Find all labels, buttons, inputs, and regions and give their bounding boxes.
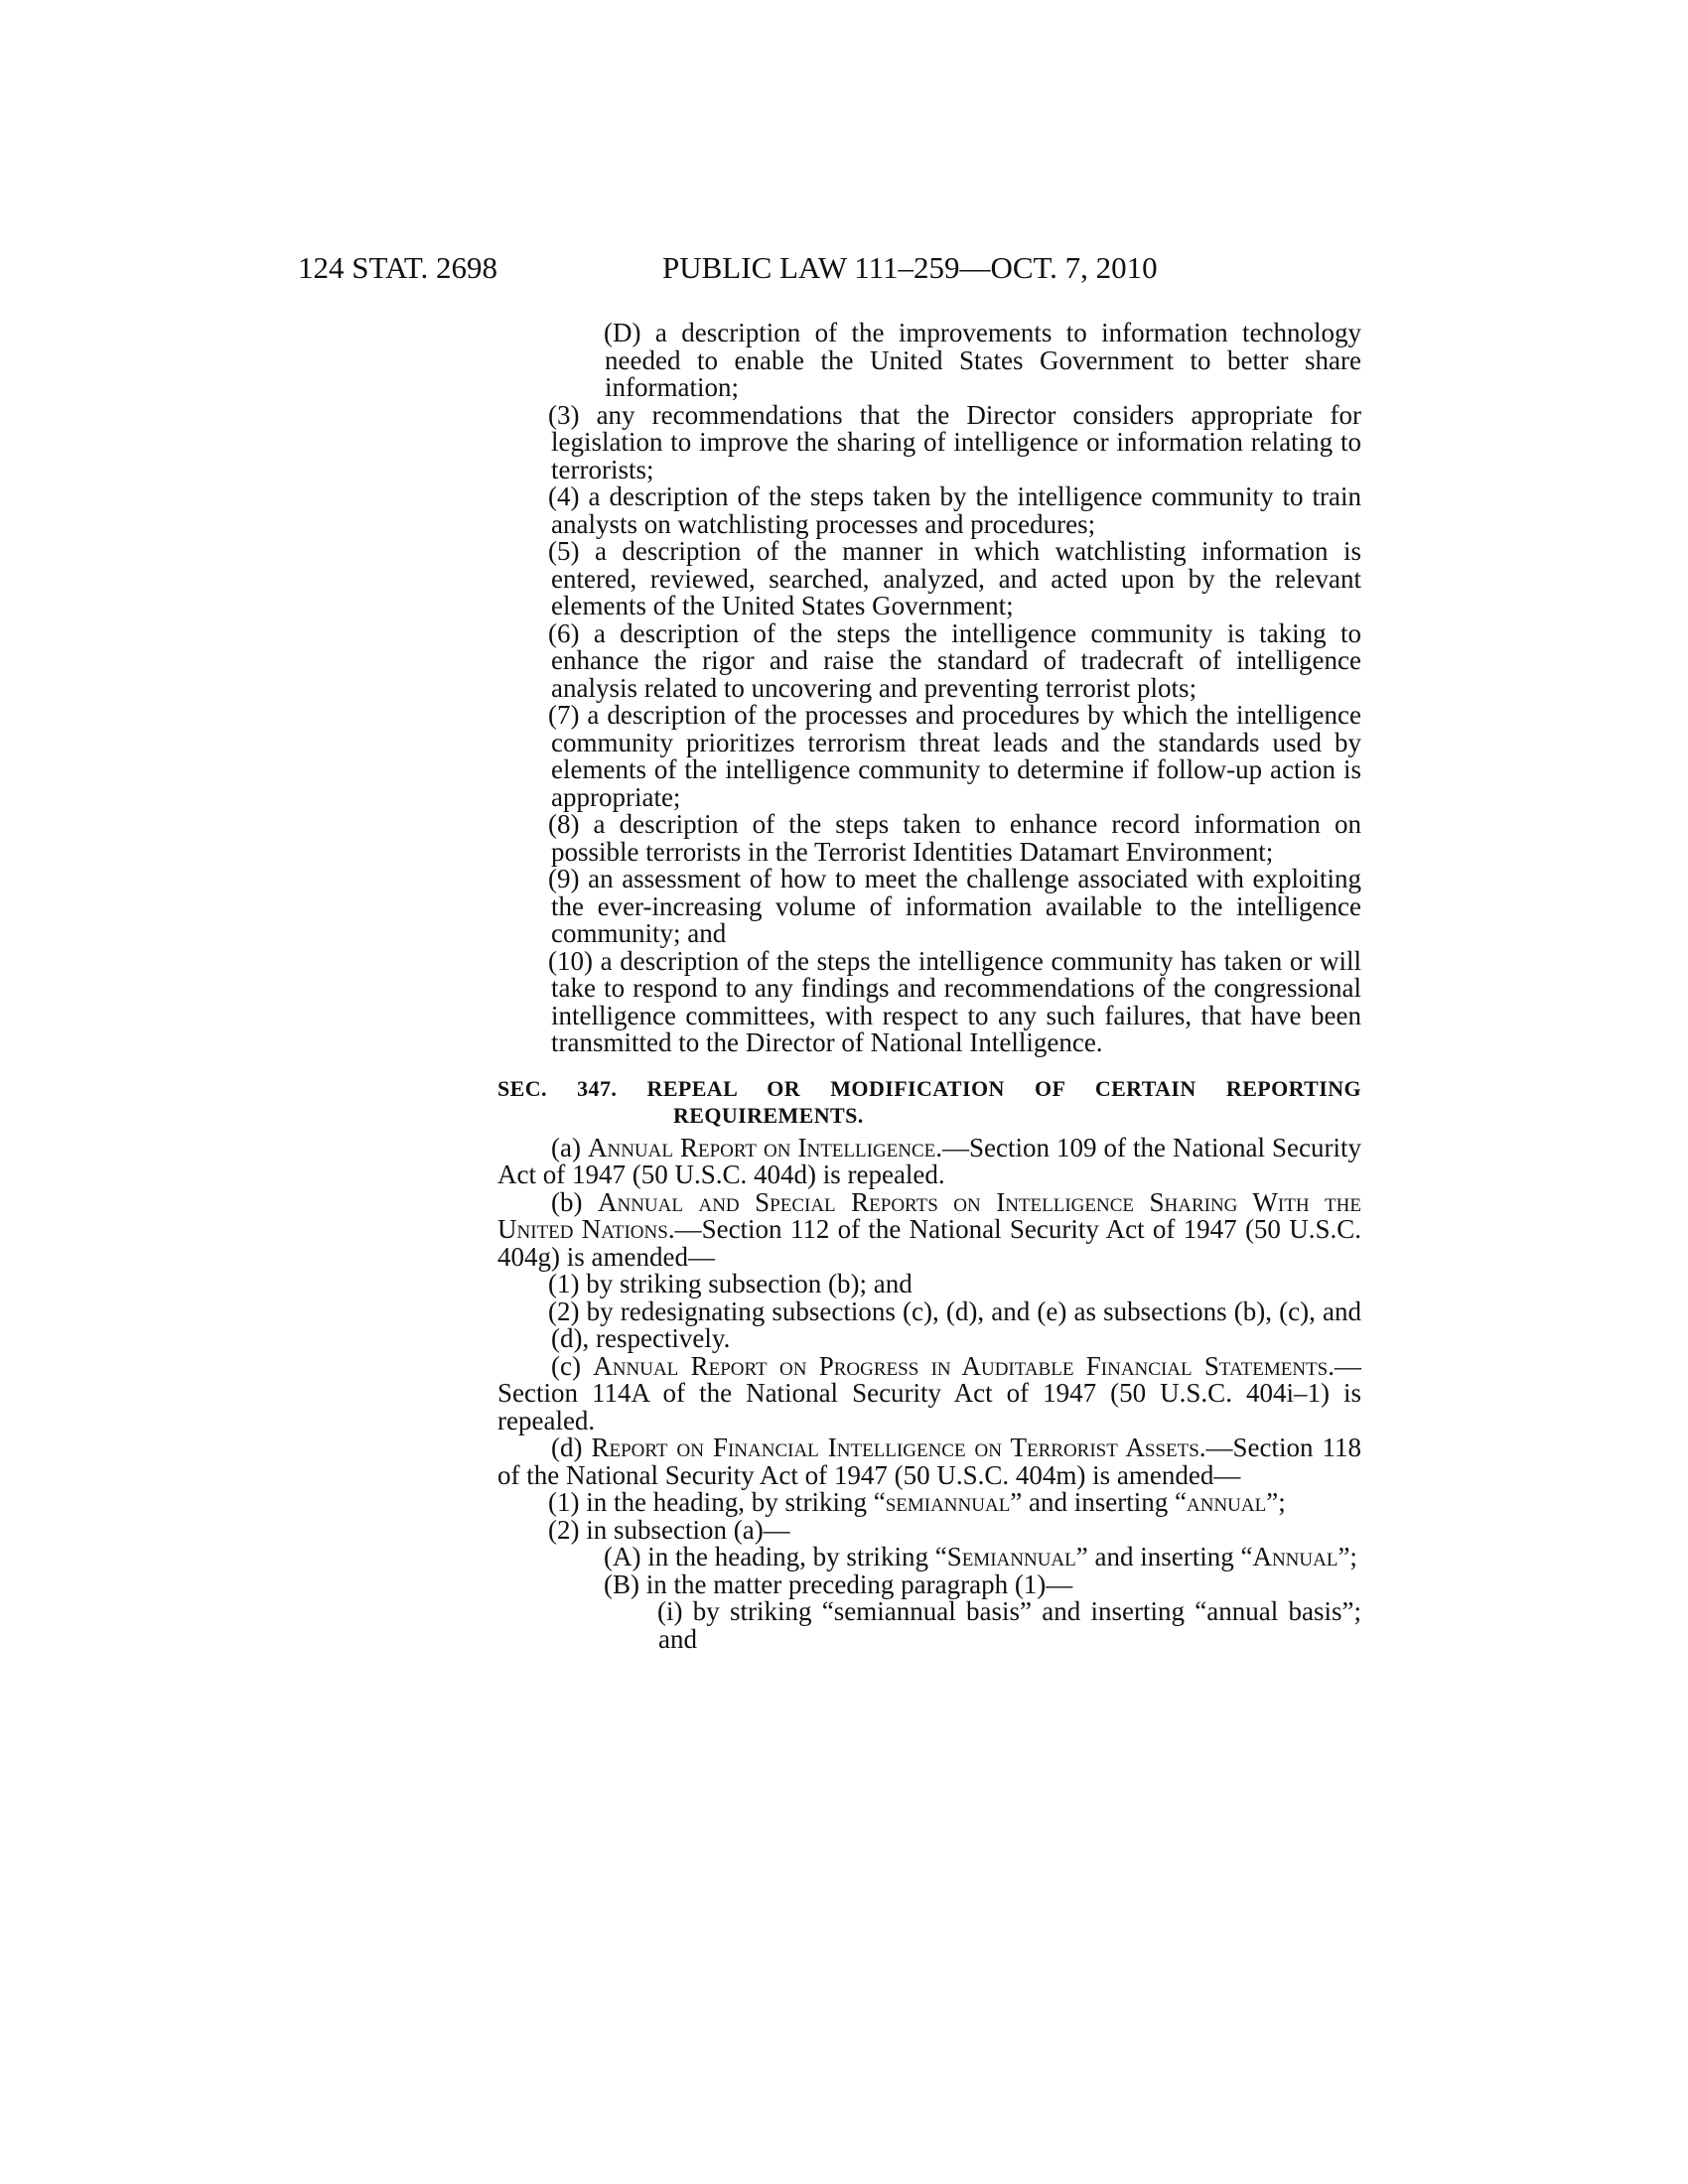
inserted-term: annual	[1187, 1487, 1267, 1517]
text-run: ”;	[1266, 1487, 1286, 1517]
text-run: ” and inserting “	[1075, 1542, 1253, 1571]
subsection-d-body: .—Section 118 of the National Security Act of 1947 (50 U.S.C. 404m) is amended—	[497, 1433, 1361, 1490]
subsection-d-item-B: (B) in the matter preceding paragraph (1)—	[604, 1569, 1073, 1599]
subsection-c-label: (c)	[551, 1350, 594, 1381]
text-run: ” and inserting “	[1010, 1487, 1187, 1517]
running-head	[298, 248, 1380, 288]
subsection-b-caption: Annual and Special Reports on Intelligence Sharing With the United Nations	[497, 1186, 1361, 1244]
subsection-b-item-2: (2) by redesignating subsections (c), (d), and (e) as subsections (b), (c), and (d), respectively.	[548, 1296, 1361, 1353]
text-run: (1) in the heading, by striking “	[548, 1487, 886, 1517]
section-number: SEC. 347.	[497, 1075, 618, 1101]
list-item-5: (5) a description of the manner in which watchlisting information is entered, reviewed, searched, analyzed, and acted upon by the relevant elements of the United States Government;	[548, 536, 1361, 620]
subsection-d	[497, 1434, 1361, 1489]
subsection-d-item-A	[497, 1544, 1361, 1571]
list-item-7: (7) a description of the processes and procedures by which the intelligence community prioritizes terrorism threat leads and the standards used by elements of the intelligence community to determine if follow-up action is appropriate;	[548, 700, 1361, 812]
list-item-3: (3) any recommendations that the Director considers appropriate for legislation to improve the sharing of intelligence or information relating to terrorists;	[548, 399, 1361, 484]
subsection-d-item-2: (2) in subsection (a)—	[548, 1514, 790, 1545]
subsection-d-label: (d)	[551, 1433, 592, 1462]
struck-term: Semiannual	[946, 1542, 1076, 1571]
struck-term: semiannual	[885, 1487, 1011, 1517]
subsection-a-caption: Annual Report on Intelligence	[587, 1132, 936, 1162]
section-heading	[497, 1075, 1361, 1129]
subsection-a	[497, 1132, 1361, 1189]
list-item-D: (D) a description of the improvements to information technology needed to enable the United States Government to better share information;	[604, 318, 1361, 402]
subsection-b	[497, 1186, 1361, 1272]
subsection-d-caption: Report on Financial Intelligence on Terrorist Assets	[591, 1433, 1199, 1462]
list-item-6: (6) a description of the steps the intelligence community is taking to enhance the rigor and raise the standard of tradecraft of intelligence analysis related to uncovering and preventing terrorist plots;	[548, 617, 1361, 703]
list-item-9: (9) an assessment of how to meet the challenge associated with exploiting the ever-increasing volume of information available to the intelligence community; and	[548, 864, 1361, 948]
public-law-title: PUBLIC LAW 111–259—OCT. 7, 2010	[662, 250, 1158, 285]
subsection-c-caption: Annual Report on Progress in Auditable Financial Statements	[593, 1350, 1329, 1381]
text-run: ”;	[1337, 1542, 1357, 1571]
subsection-d-item-i: (i) by striking “semiannual basis” and inserting “annual basis”; and	[657, 1596, 1361, 1654]
subsection-c-body: .—Section 114A of the National Security Act of 1947 (50 U.S.C. 404i–1) is repealed.	[497, 1350, 1361, 1435]
inserted-term: Annual	[1252, 1542, 1338, 1571]
list-item-4: (4) a description of the steps taken by the intelligence community to train analysts on watchlisting processes and procedures;	[548, 481, 1361, 539]
section-title: REPEAL OR MODIFICATION OF CERTAIN REPORTING REQUIREMENTS.	[646, 1075, 1361, 1128]
subsection-a-body: .—Section 109 of the National Security Act of 1947 (50 U.S.C. 404d) is repealed.	[497, 1132, 1361, 1189]
document-body	[497, 320, 1361, 1653]
subsection-b-body: .—Section 112 of the National Security Act of 1947 (50 U.S.C. 404g) is amended—	[497, 1214, 1361, 1272]
subsection-a-label: (a)	[551, 1132, 588, 1162]
subsection-b-item-1: (1) by striking subsection (b); and	[548, 1269, 913, 1298]
stat-page-reference: 124 STAT. 2698	[298, 250, 498, 285]
subsection-b-label: (b)	[551, 1186, 598, 1217]
subsection-d-item-1	[497, 1489, 1361, 1517]
text-run: (A) in the heading, by striking “	[604, 1542, 947, 1571]
list-item-8: (8) a description of the steps taken to enhance record information on possible terrorists in the Terrorist Identities Datamart Environment;	[548, 809, 1361, 867]
list-item-10: (10) a description of the steps the intelligence community has taken or will take to respond to any findings and recommendations of the congressional intelligence committees, with respect to any such failures, that have been transmitted to the Director of National Intelligence.	[548, 945, 1361, 1057]
subsection-c	[497, 1350, 1361, 1435]
